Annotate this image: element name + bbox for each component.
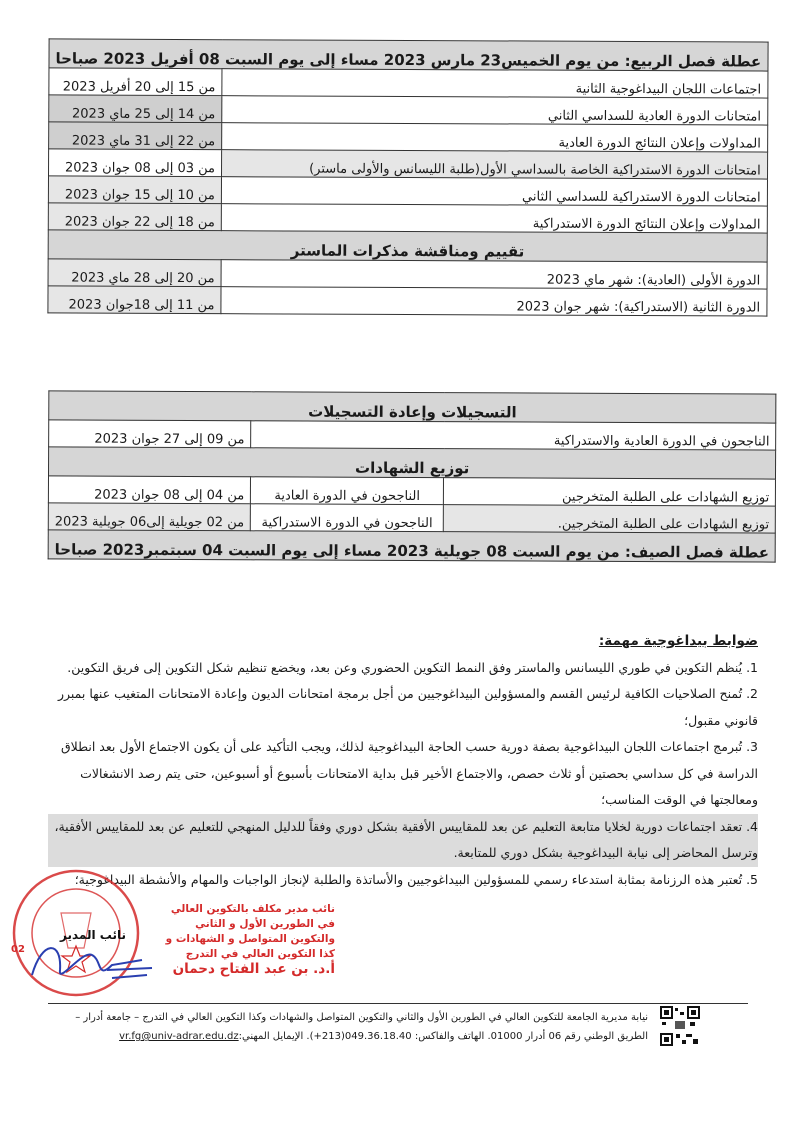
email-link[interactable]: vr.fg@univ-adrar.edu.dz [119, 1031, 239, 1042]
date-cell: من 11 إلى 18جوان 2023 [48, 286, 221, 314]
stamp-line: والتكوين المتواصل و الشهادات و كذا التكوين العالي في التدرج [165, 933, 335, 960]
activity-cell: المداولات وإعلان النتائج الدورة الاستدراكية [221, 204, 767, 233]
date-cell: من 02 جويلية إلى06 جويلية 2023 [48, 503, 250, 531]
date-cell: من 22 إلى 31 ماي 2023 [49, 122, 222, 150]
registration-header: التسجيلات وإعادة التسجيلات [49, 391, 776, 423]
date-cell: من 18 إلى 22 جوان 2023 [48, 203, 221, 231]
spring-break-header: عطلة فصل الربيع: من يوم الخميس23 مارس 2023 مساء إلى يوم السبت 08 أفريل 2023 صباحا [49, 39, 768, 71]
table-row [49, 149, 768, 179]
rule-item: 2. تُمنح الصلاحيات الكافية لرئيس القسم والمسؤولين البيداغوجيين من أجل برمجة امتحانات الديون وإعادة الامتحانات المتغيب عنها بمبرر قانوني مقبول؛ [57, 686, 758, 728]
footer-line-2: الطريق الوطني رقم 06 أدرار 01000. الهاتف والفاكس: 049.36.18.40(213+). الإيمايل المهني: [238, 1031, 648, 1042]
rule-item: 3. تُبرمج اجتماعات اللجان البيداغوجية بصفة دورية حسب الحاجة البيداغوجية لذلك، ويجب التأكيد على أن يكون الاجتماع الأول بعد انطلاق الدراسة في كل سداسي بحصتين أو ثلاث حصص، والاجتماع الأخير قبل بداية الامتحانات بأسبوع أو أسبوعين، حتى يتم رصد الانشغالات ومعالجتها في الوقت المناسب؛ [60, 739, 758, 807]
table-row [49, 420, 776, 450]
qr-code-icon [660, 1006, 700, 1046]
activity-cell: امتحانات الدورة العادية للسداسي الثاني [222, 96, 768, 125]
handwritten-signature [22, 930, 162, 990]
activity-cell: الناجحون في الدورة العادية والاستدراكية [251, 421, 776, 450]
activity-cell: امتحانات الدورة الاستدراكية للسداسي الثاني [221, 177, 767, 206]
table-row [49, 122, 768, 152]
activity-cell: توزيع الشهادات على الطلبة المتخرجين [444, 478, 776, 506]
table-row [48, 503, 775, 533]
master-thesis-header: تقييم ومناقشة مذكرات الماستر [48, 230, 767, 262]
date-cell: من 20 إلى 28 ماي 2023 [48, 259, 221, 287]
registration-diplomas-table [48, 390, 777, 562]
date-cell: من 14 إلى 25 ماي 2023 [49, 95, 222, 123]
table-row [48, 176, 767, 206]
rule-item: 5. تُعتبر هذه الرزنامة بمثابة استدعاء رسمي للمسؤولين البيداغوجيين والأساتذة والطلبة لإنجاز الواجبات والمهام والأنشطة البيداغوجية؛ [74, 871, 758, 887]
pedagogical-rules [48, 628, 758, 893]
activity-cell: الدورة الثانية (الاستدراكية): شهر جوان 2023 [221, 287, 767, 316]
footer-address [48, 1008, 648, 1046]
date-cell: من 04 إلى 08 جوان 2023 [48, 476, 250, 504]
table-row [48, 203, 767, 233]
stamp-number: 02 [11, 944, 25, 955]
activity-cell: اجتماعات اللجان البيداغوجية الثانية [222, 69, 768, 98]
rules-title: ضوابط بيداغوجية مهمة: [598, 633, 758, 649]
footer-line-1: نيابة مديرية الجامعة للتكوين العالي في الطورين الأول والثاني والتكوين المتواصل والشهادات وكذا التكوين العالي في التدرج – جامعة أدرار – [75, 1012, 648, 1023]
date-cell: من 15 إلى 20 أفريل 2023 [49, 68, 222, 96]
table-row [48, 476, 775, 506]
activity-cell: المداولات وإعلان النتائج الدورة العادية [222, 123, 768, 152]
stamp-line: نائب مدير مكلف بالتكوين العالي في الطورين الأول و الثاني [170, 903, 335, 930]
rule-item: 1. يُنظم التكوين في طوري الليسانس والماستر وفق النمط التكوين الحضوري وعن بعد، ويخضع تنظيم شكل التكوين إلى فريق التكوين. [67, 659, 758, 675]
rule-item: 4. تعقد اجتماعات دورية لخلايا متابعة التعليم عن بعد للمقاييس الأفقية بشكل دوري وفقاً للدليل المنهجي للتعليم عن بعد للمقاييس الأفقية، وترسل المحاضر إلى نيابة البيداغوجية بشكل دوري للمتابعة. [48, 814, 758, 867]
table-row [49, 68, 768, 98]
activity-cell: الدورة الأولى (العادية): شهر ماي 2023 [221, 260, 767, 289]
activity-cell: توزيع الشهادات على الطلبة المتخرجين. [444, 505, 776, 533]
academic-calendar-table [47, 38, 768, 316]
table-row [48, 286, 767, 316]
signer-role: نائب المدير [60, 928, 126, 942]
diplomas-header: توزيع الشهادات [48, 447, 775, 479]
date-cell: من 03 إلى 08 جوان 2023 [49, 149, 222, 177]
date-cell: من 09 إلى 27 جوان 2023 [49, 420, 251, 448]
summer-break-row: عطلة فصل الصيف: من يوم السبت 08 جويلية 2023 مساء إلى يوم السبت 04 سبتمبر2023 صباحا [48, 530, 775, 562]
activity-cell: امتحانات الدورة الاستدراكية الخاصة بالسداسي الأول(طلبة الليسانس والأولى ماستر) [222, 150, 768, 179]
table-row [49, 95, 768, 125]
group-cell: الناجحون في الدورة الاستدراكية [251, 504, 444, 532]
date-cell: من 10 إلى 15 جوان 2023 [48, 176, 221, 204]
signer-name: أ.د. بن عبد الفتاح دحمان [172, 961, 335, 977]
footer-divider [48, 1003, 748, 1004]
stamp-text-block [150, 902, 335, 977]
group-cell: الناجحون في الدورة العادية [251, 477, 444, 505]
table-row [48, 259, 767, 289]
